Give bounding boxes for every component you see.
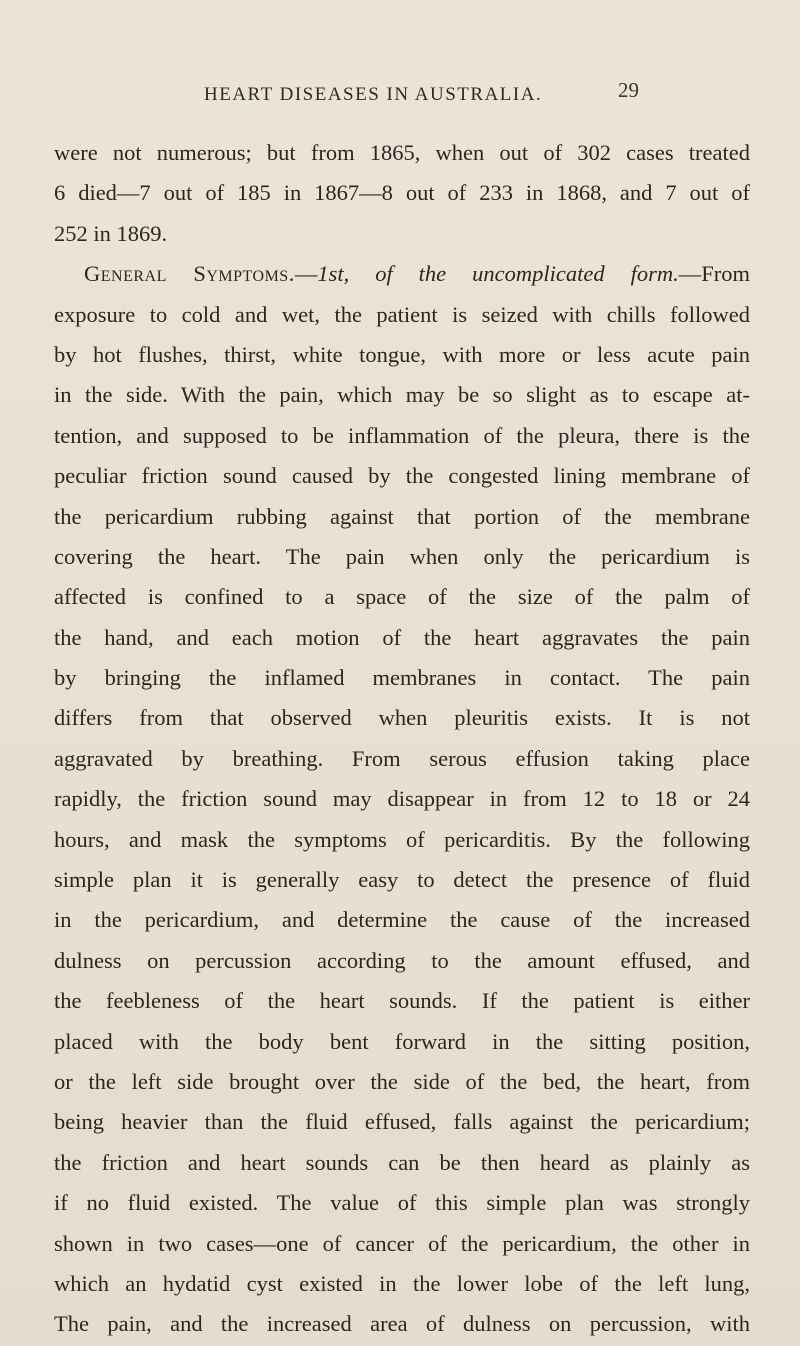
- text-line: peculiar friction sound caused by the congested lining membrane of: [54, 463, 750, 489]
- text-line: or the left side brought over the side of the bed, the heart, from: [54, 1068, 750, 1094]
- section-heading-title: of the uncomplicated form.: [375, 261, 679, 287]
- section-heading-line: [54, 254, 750, 294]
- body-text: [54, 133, 750, 1345]
- page-number: 29: [618, 78, 639, 102]
- text-line: which an hydatid cyst existed in the lower lobe of the left lung,: [54, 1270, 750, 1296]
- text-line: exposure to cold and wet, the patient is seized with chills followed: [54, 301, 750, 327]
- text-line: being heavier than the fluid effused, falls against the pericardium;: [54, 1109, 750, 1135]
- text-line: 6 died—7 out of 185 in 1867—8 out of 233 in 1868, and 7 out of: [54, 180, 750, 206]
- text-line: in the pericardium, and determine the cause of the increased: [54, 907, 750, 933]
- text-line: shown in two cases—one of cancer of the pericardium, the other in: [54, 1230, 750, 1256]
- text-line: hours, and mask the symptoms of pericarditis. By the following: [54, 826, 750, 852]
- section-heading-ordinal: 1st,: [317, 261, 350, 287]
- text-line: were not numerous; but from 1865, when out of 302 cases treated: [54, 140, 750, 165]
- text-line: The pain, and the increased area of dulness on percussion, with: [54, 1311, 750, 1337]
- text-line: covering the heart. The pain when only the pericardium is: [54, 543, 750, 569]
- section-heading-dash: —: [294, 261, 318, 287]
- text-line: tention, and supposed to be inflammation of the pleura, there is the: [54, 422, 750, 448]
- text-line: by bringing the inflamed membranes in contact. The pain: [54, 665, 750, 691]
- text-line: aggravated by breathing. From serous effusion taking place: [54, 745, 750, 771]
- text-line: the hand, and each motion of the heart aggravates the pain: [54, 624, 750, 650]
- section-heading-continuation: —From: [678, 261, 750, 287]
- text-line: the feebleness of the heart sounds. If the patient is either: [54, 988, 750, 1014]
- text-line: simple plan it is generally easy to detect the presence of fluid: [54, 867, 750, 893]
- text-line: by hot flushes, thirst, white tongue, with more or less acute pain: [54, 341, 750, 367]
- text-line: placed with the body bent forward in the sitting position,: [54, 1028, 750, 1054]
- text-line: the friction and heart sounds can be then heard as plainly as: [54, 1149, 750, 1175]
- text-line: rapidly, the friction sound may disappear in from 12 to 18 or 24: [54, 786, 750, 812]
- text-line: the pericardium rubbing against that portion of the membrane: [54, 503, 750, 529]
- text-line: differs from that observed when pleuritis exists. It is not: [54, 705, 750, 731]
- running-head: HEART DISEASES IN AUSTRALIA.: [204, 84, 543, 105]
- text-line: in the side. With the pain, which may be so slight as to escape at-: [54, 382, 750, 408]
- text-line: dulness on percussion according to the amount effused, and: [54, 947, 750, 973]
- section-heading-label: General Symptoms.: [84, 261, 295, 287]
- text-line: if no fluid existed. The value of this simple plan was strongly: [54, 1190, 750, 1216]
- text-line: affected is confined to a space of the size of the palm of: [54, 584, 750, 610]
- text-line: 252 in 1869.: [54, 220, 168, 246]
